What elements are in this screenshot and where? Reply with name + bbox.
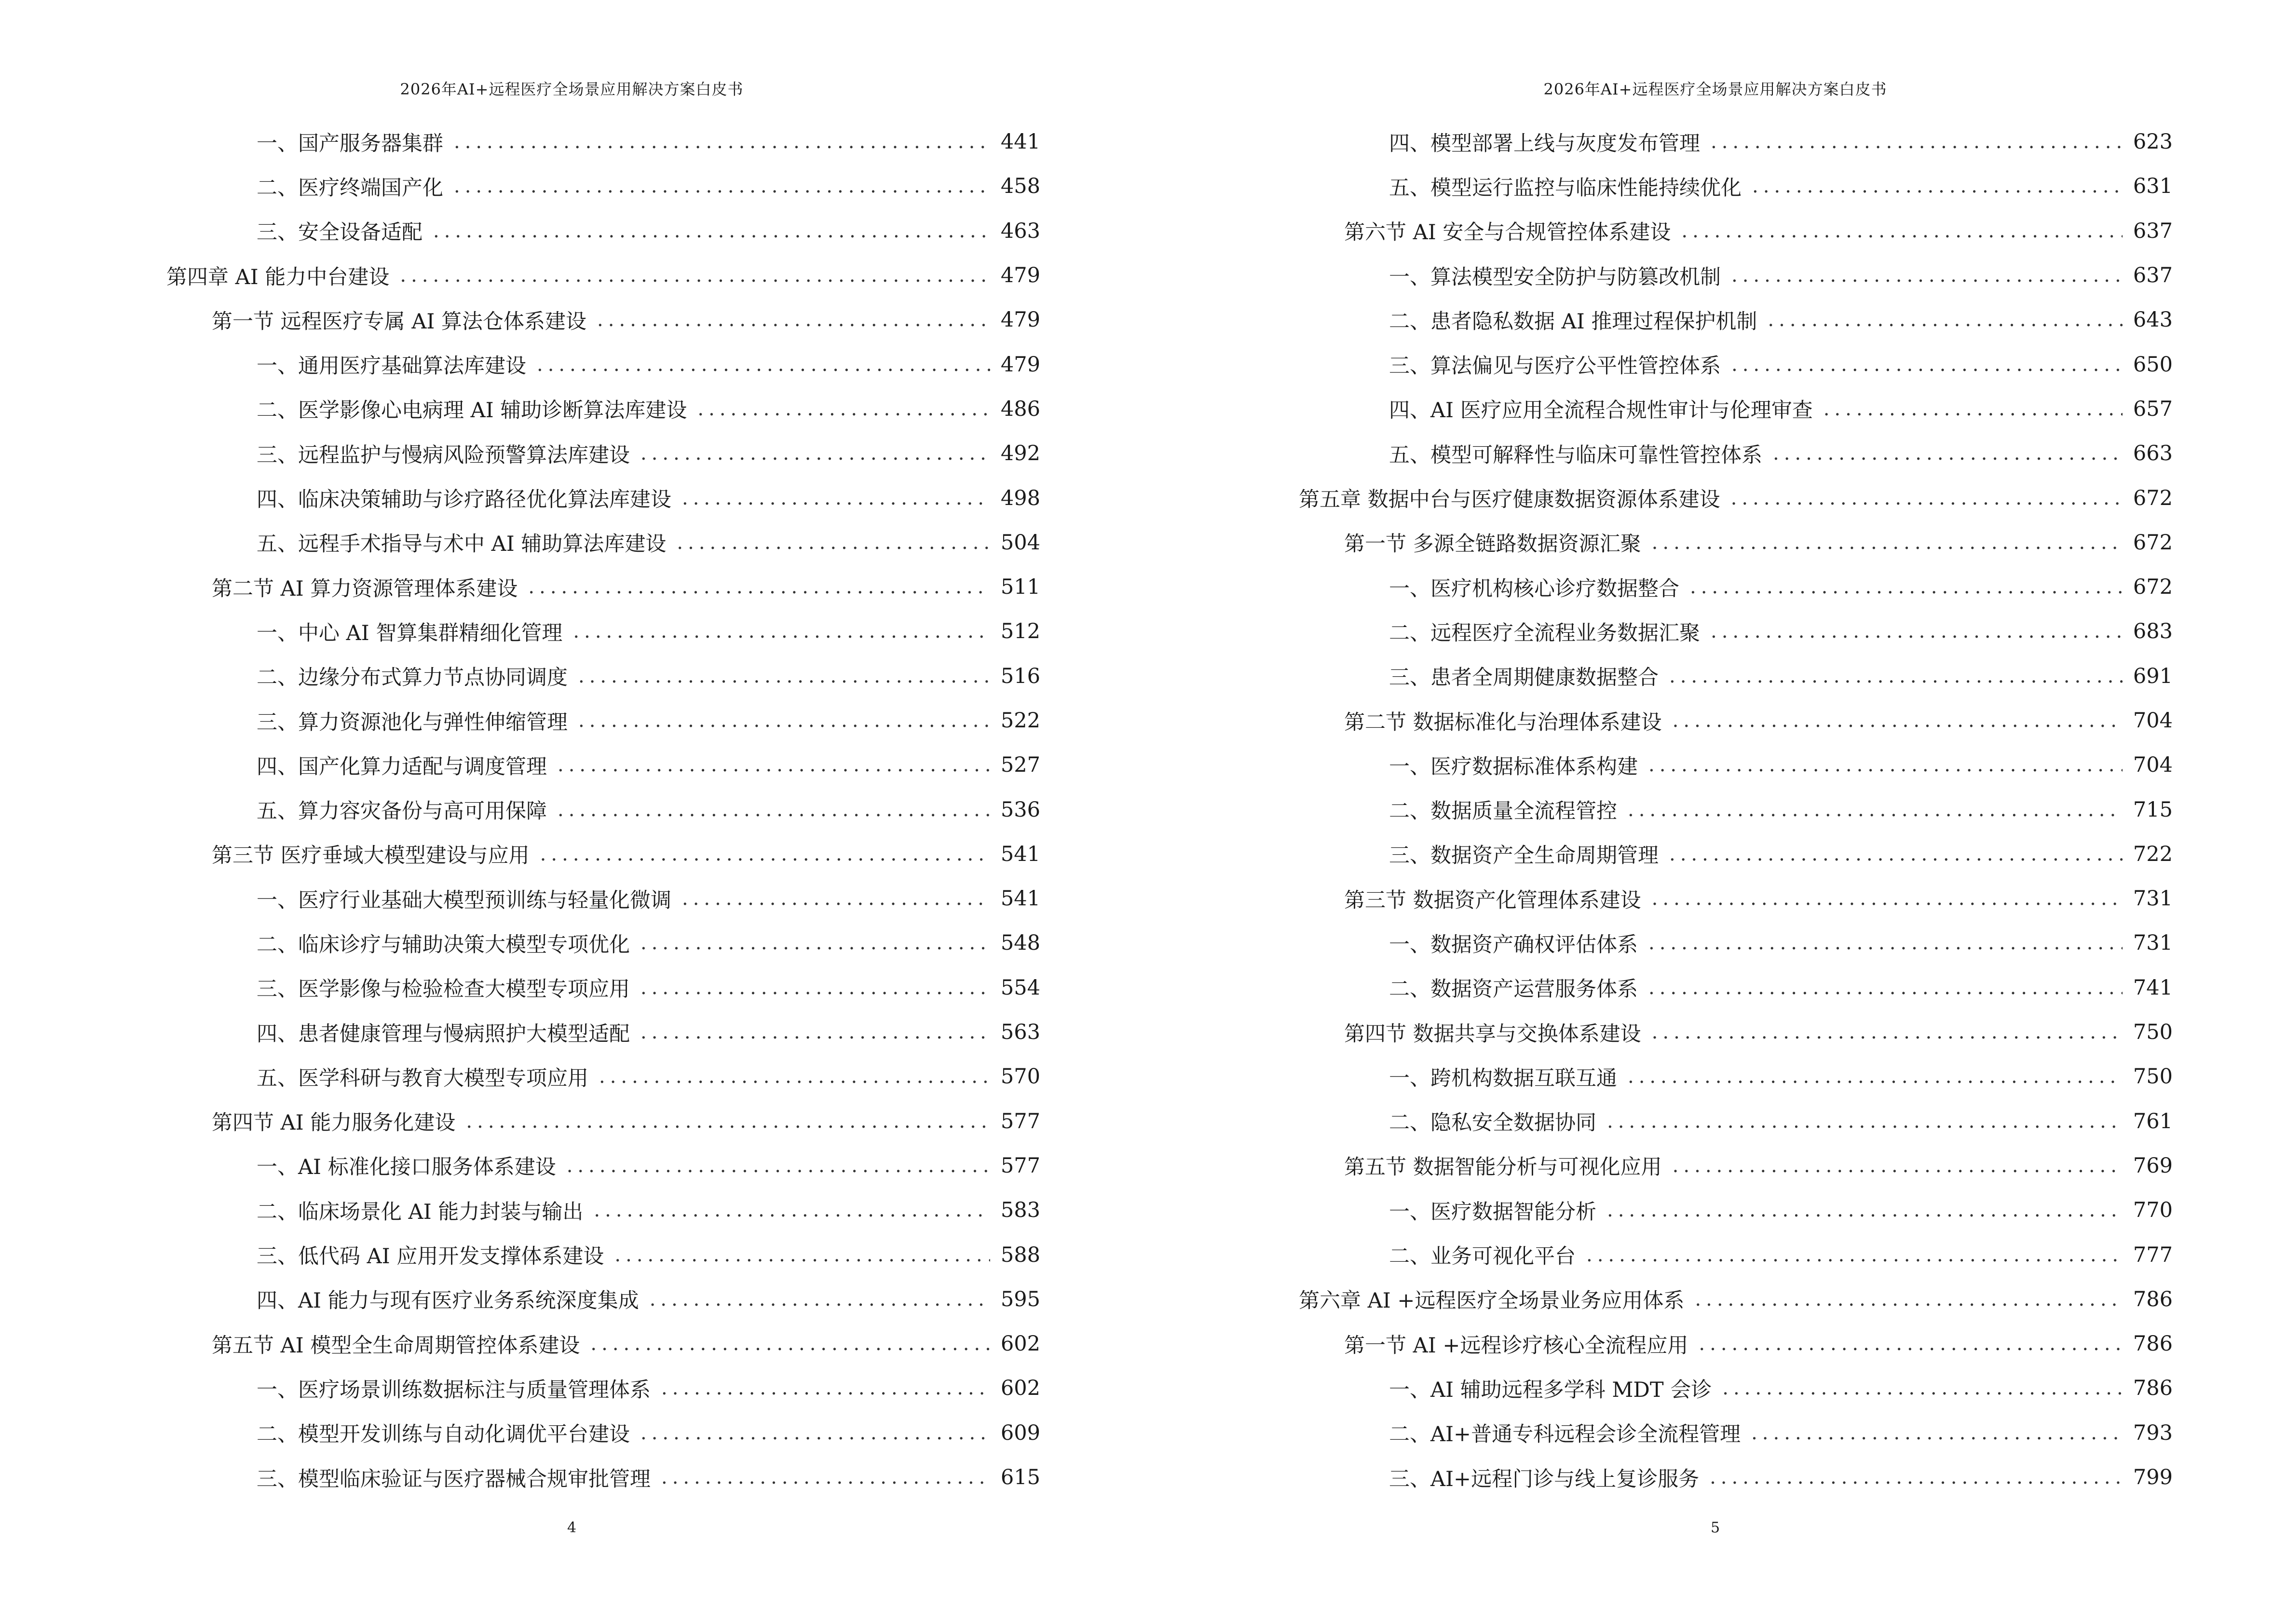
toc-entry-item[interactable] <box>1299 387 2173 431</box>
toc-leader-dots <box>614 1244 990 1266</box>
toc-leader-dots <box>400 264 990 287</box>
toc-list <box>166 120 1040 1500</box>
toc-leader-dots <box>558 754 990 776</box>
toc-entry-item[interactable] <box>166 1010 1040 1054</box>
toc-entry-item[interactable] <box>1299 1099 2173 1144</box>
toc-entry-item[interactable] <box>166 1455 1040 1500</box>
toc-entry-page: 577 <box>1000 1153 1040 1178</box>
toc-entry-page: 704 <box>2133 753 2173 778</box>
toc-entry-page: 799 <box>2133 1465 2173 1490</box>
page-right <box>1144 0 2287 1624</box>
toc-entry-title: 第四节 AI 能力服务化建设 <box>212 1111 456 1135</box>
toc-entry-title: 一、数据资产确权评估体系 <box>1389 932 1638 957</box>
toc-entry-title: 二、数据质量全流程管控 <box>1389 799 1617 824</box>
toc-entry-item[interactable] <box>1299 609 2173 654</box>
toc-leader-dots <box>590 1333 990 1355</box>
toc-entry-page: 672 <box>2133 486 2173 510</box>
toc-leader-dots <box>1711 620 2123 642</box>
toc-entry-title: 二、临床诊疗与辅助决策大模型专项优化 <box>257 932 630 957</box>
toc-entry-item[interactable] <box>166 387 1040 431</box>
toc-leader-dots <box>1652 887 2123 910</box>
toc-leader-dots <box>1710 1466 2123 1488</box>
toc-entry-title: 五、远程手术指导与术中 AI 辅助算法库建设 <box>257 532 667 557</box>
toc-entry-title: 二、数据资产运营服务体系 <box>1389 977 1638 1002</box>
toc-leader-dots <box>661 1466 990 1488</box>
toc-leader-dots <box>1652 1021 2123 1043</box>
toc-entry-page: 479 <box>1000 352 1040 377</box>
toc-leader-dots <box>433 220 990 242</box>
toc-entry-page: 548 <box>1000 931 1040 955</box>
toc-leader-dots <box>578 710 990 732</box>
toc-entry-title: 三、医学影像与检验检查大模型专项应用 <box>257 977 630 1002</box>
toc-leader-dots <box>640 932 990 954</box>
toc-leader-dots <box>454 175 990 197</box>
toc-entry-page: 637 <box>2133 218 2173 243</box>
toc-entry-page: 609 <box>1000 1420 1040 1445</box>
toc-leader-dots <box>537 354 990 376</box>
toc-entry-page: 770 <box>2133 1198 2173 1223</box>
toc-leader-dots <box>640 1422 990 1444</box>
toc-leader-dots <box>1607 1110 2123 1133</box>
toc-leader-dots <box>677 532 990 554</box>
toc-entry-title: 三、AI+远程门诊与线上复诊服务 <box>1389 1467 1700 1491</box>
toc-entry-item[interactable] <box>1299 921 2173 965</box>
toc-leader-dots <box>1648 977 2123 999</box>
toc-entry-page: 615 <box>1000 1465 1040 1490</box>
toc-entry-title: 四、患者健康管理与慢病照护大模型适配 <box>257 1022 630 1046</box>
toc-entry-page: 637 <box>2133 263 2173 288</box>
toc-entry-title: 二、患者隐私数据 AI 推理过程保护机制 <box>1389 309 1757 334</box>
toc-entry-page: 492 <box>1000 441 1040 466</box>
toc-entry-page: 511 <box>1000 575 1040 600</box>
toc-entry-item[interactable] <box>166 1277 1040 1322</box>
toc-entry-section[interactable] <box>166 1322 1040 1366</box>
toc-entry-item[interactable] <box>166 921 1040 965</box>
toc-entry-item[interactable] <box>1299 787 2173 832</box>
toc-leader-dots <box>1722 1377 2123 1399</box>
toc-entry-title: 一、医疗数据标准体系构建 <box>1389 754 1638 779</box>
toc-entry-title: 二、隐私安全数据协同 <box>1389 1111 1596 1135</box>
toc-entry-section[interactable] <box>1299 698 2173 743</box>
toc-entry-item[interactable] <box>166 1054 1040 1099</box>
toc-leader-dots <box>1673 1155 2123 1177</box>
toc-entry-page: 486 <box>1000 396 1040 421</box>
toc-entry-title: 二、医疗终端国产化 <box>257 176 443 200</box>
toc-entry-title: 第四节 数据共享与交换体系建设 <box>1344 1022 1641 1046</box>
toc-entry-title: 第一节 多源全链路数据资源汇聚 <box>1344 532 1641 557</box>
toc-entry-title: 一、医疗数据智能分析 <box>1389 1200 1596 1224</box>
toc-entry-title: 三、数据资产全生命周期管理 <box>1389 844 1659 868</box>
toc-entry-page: 691 <box>2133 664 2173 688</box>
toc-leader-dots <box>1731 354 2123 376</box>
toc-leader-dots <box>640 442 990 464</box>
toc-entry-item[interactable] <box>1299 1232 2173 1277</box>
toc-entry-chapter[interactable] <box>1299 1277 2173 1322</box>
toc-entry-page: 512 <box>1000 619 1040 644</box>
toc-entry-item[interactable] <box>1299 966 2173 1010</box>
toc-entry-title: 五、医学科研与教育大模型专项应用 <box>257 1066 588 1091</box>
toc-entry-section[interactable] <box>1299 1010 2173 1054</box>
toc-entry-page: 731 <box>2133 887 2173 911</box>
toc-leader-dots <box>599 1065 990 1088</box>
toc-entry-title: 第六章 AI +远程医疗全场景业务应用体系 <box>1299 1289 1685 1313</box>
toc-entry-section[interactable] <box>166 565 1040 609</box>
toc-leader-dots <box>1628 799 2123 821</box>
toc-leader-dots <box>1773 442 2123 464</box>
toc-leader-dots <box>1607 1199 2123 1221</box>
toc-entry-item[interactable] <box>1299 298 2173 342</box>
toc-entry-page: 750 <box>2133 1064 2173 1089</box>
toc-leader-dots <box>650 1288 990 1310</box>
toc-entry-item[interactable] <box>1299 1054 2173 1099</box>
toc-entry-item[interactable] <box>166 698 1040 743</box>
toc-entry-item[interactable] <box>166 1188 1040 1232</box>
toc-entry-title: 四、AI 能力与现有医疗业务系统深度集成 <box>257 1289 639 1313</box>
toc-entry-title: 一、AI 辅助远程多学科 MDT 会诊 <box>1389 1378 1712 1402</box>
toc-entry-title: 五、模型运行监控与临床性能持续优化 <box>1389 176 1742 200</box>
toc-entry-item[interactable] <box>166 1411 1040 1455</box>
toc-entry-page: 563 <box>1000 1020 1040 1045</box>
toc-entry-item[interactable] <box>166 966 1040 1010</box>
toc-entry-title: 一、中心 AI 智算集群精细化管理 <box>257 621 563 645</box>
toc-entry-page: 731 <box>2133 931 2173 955</box>
toc-entry-title: 第一节 AI +远程诊疗核心全流程应用 <box>1344 1333 1688 1358</box>
toc-entry-item[interactable] <box>166 120 1040 164</box>
toc-entry-item[interactable] <box>166 209 1040 253</box>
toc-entry-title: 三、远程监护与慢病风险预警算法库建设 <box>257 443 630 467</box>
toc-entry-title: 第三节 医疗垂域大模型建设与应用 <box>212 844 530 868</box>
toc-entry-page: 498 <box>1000 486 1040 510</box>
toc-entry-item[interactable] <box>166 743 1040 787</box>
page-header: 2026年AI+远程医疗全场景应用解决方案白皮书 <box>400 80 744 98</box>
toc-entry-title: 第三节 数据资产化管理体系建设 <box>1344 888 1641 913</box>
toc-entry-page: 536 <box>1000 797 1040 822</box>
toc-entry-section[interactable] <box>166 1099 1040 1144</box>
toc-leader-dots <box>1586 1244 2123 1266</box>
toc-entry-page: 554 <box>1000 975 1040 1000</box>
toc-entry-title: 第二节 AI 算力资源管理体系建设 <box>212 576 518 601</box>
toc-entry-page: 602 <box>1000 1332 1040 1356</box>
toc-entry-page: 522 <box>1000 709 1040 733</box>
toc-entry-page: 657 <box>2133 396 2173 421</box>
toc-entry-page: 479 <box>1000 308 1040 332</box>
toc-entry-page: 722 <box>2133 842 2173 866</box>
page-header: 2026年AI+远程医疗全场景应用解决方案白皮书 <box>1543 80 1887 98</box>
toc-entry-section[interactable] <box>166 298 1040 342</box>
toc-leader-dots <box>528 576 990 598</box>
toc-leader-dots <box>454 131 990 153</box>
toc-entry-title: 二、业务可视化平台 <box>1389 1244 1576 1269</box>
toc-entry-title: 三、算力资源池化与弹性伸缩管理 <box>257 710 568 735</box>
toc-entry-page: 479 <box>1000 263 1040 288</box>
toc-leader-dots <box>1681 220 2123 242</box>
toc-leader-dots <box>1699 1333 2123 1355</box>
toc-entry-page: 761 <box>2133 1109 2173 1133</box>
toc-entry-title: 二、边缘分布式算力节点协同调度 <box>257 666 568 690</box>
toc-entry-title: 第二节 数据标准化与治理体系建设 <box>1344 710 1662 735</box>
toc-leader-dots <box>567 1155 990 1177</box>
toc-entry-item[interactable] <box>1299 164 2173 208</box>
toc-leader-dots <box>1824 398 2123 420</box>
toc-entry-page: 650 <box>2133 352 2173 377</box>
toc-entry-item[interactable] <box>166 876 1040 921</box>
toc-entry-page: 741 <box>2133 975 2173 1000</box>
toc-entry-item[interactable] <box>1299 1366 2173 1410</box>
toc-entry-title: 二、AI+普通专科远程会诊全流程管理 <box>1389 1422 1741 1447</box>
toc-entry-title: 第五章 数据中台与医疗健康数据资源体系建设 <box>1299 488 1720 512</box>
toc-entry-page: 672 <box>2133 575 2173 600</box>
toc-entry-chapter[interactable] <box>166 253 1040 298</box>
toc-entry-title: 四、AI 医疗应用全流程合规性审计与伦理审查 <box>1389 398 1813 423</box>
toc-entry-page: 570 <box>1000 1064 1040 1089</box>
toc-entry-item[interactable] <box>1299 654 2173 698</box>
toc-leader-dots <box>682 887 990 910</box>
toc-entry-page: 672 <box>2133 530 2173 555</box>
toc-entry-section[interactable] <box>1299 1322 2173 1366</box>
toc-entry-title: 第一节 远程医疗专属 AI 算法仓体系建设 <box>212 309 587 334</box>
toc-leader-dots <box>1731 264 2123 287</box>
toc-entry-item[interactable] <box>166 164 1040 208</box>
toc-entry-item[interactable] <box>1299 431 2173 476</box>
toc-entry-title: 一、国产服务器集群 <box>257 131 443 156</box>
toc-entry-item[interactable] <box>166 1366 1040 1410</box>
toc-entry-page: 643 <box>2133 308 2173 332</box>
toc-leader-dots <box>573 620 990 642</box>
toc-entry-item[interactable] <box>166 1232 1040 1277</box>
toc-entry-item[interactable] <box>1299 342 2173 386</box>
toc-leader-dots <box>558 799 990 821</box>
toc-entry-item[interactable] <box>166 431 1040 476</box>
toc-entry-page: 463 <box>1000 218 1040 243</box>
toc-leader-dots <box>1768 309 2123 331</box>
toc-entry-page: 704 <box>2133 709 2173 733</box>
toc-entry-title: 四、模型部署上线与灰度发布管理 <box>1389 131 1700 156</box>
toc-entry-item[interactable] <box>1299 1188 2173 1232</box>
toc-entry-item[interactable] <box>1299 1411 2173 1455</box>
toc-entry-page: 458 <box>1000 174 1040 199</box>
toc-entry-page: 602 <box>1000 1376 1040 1401</box>
toc-entry-item[interactable] <box>166 342 1040 386</box>
toc-entry-item[interactable] <box>1299 120 2173 164</box>
toc-entry-item[interactable] <box>166 609 1040 654</box>
toc-entry-title: 五、算力容灾备份与高可用保障 <box>257 799 547 824</box>
toc-entry-title: 一、医疗场景训练数据标注与质量管理体系 <box>257 1378 651 1402</box>
toc-entry-item[interactable] <box>1299 832 2173 876</box>
toc-entry-page: 786 <box>2133 1332 2173 1356</box>
toc-entry-page: 786 <box>2133 1287 2173 1311</box>
toc-entry-page: 715 <box>2133 797 2173 822</box>
toc-entry-item[interactable] <box>166 476 1040 520</box>
toc-entry-page: 583 <box>1000 1198 1040 1223</box>
toc-entry-page: 683 <box>2133 619 2173 644</box>
toc-entry-title: 一、跨机构数据互联互通 <box>1389 1066 1617 1091</box>
toc-entry-item[interactable] <box>166 654 1040 698</box>
toc-leader-dots <box>1669 843 2123 865</box>
toc-entry-title: 一、通用医疗基础算法库建设 <box>257 354 526 379</box>
toc-entry-chapter[interactable] <box>1299 476 2173 520</box>
toc-entry-item[interactable] <box>1299 253 2173 298</box>
toc-entry-item[interactable] <box>1299 743 2173 787</box>
toc-entry-title: 二、医学影像心电病理 AI 辅助诊断算法库建设 <box>257 398 687 423</box>
toc-leader-dots <box>697 398 990 420</box>
toc-leader-dots <box>1628 1065 2123 1088</box>
toc-entry-page: 541 <box>1000 887 1040 911</box>
toc-leader-dots <box>640 977 990 999</box>
toc-entry-item[interactable] <box>166 1144 1040 1188</box>
toc-leader-dots <box>1669 665 2123 687</box>
toc-entry-title: 二、临床场景化 AI 能力封装与输出 <box>257 1200 584 1224</box>
toc-leader-dots <box>1648 932 2123 954</box>
toc-entry-title: 三、算法偏见与医疗公平性管控体系 <box>1389 354 1721 379</box>
toc-entry-title: 三、低代码 AI 应用开发支撑体系建设 <box>257 1244 604 1269</box>
toc-leader-dots <box>640 1021 990 1043</box>
toc-entry-section[interactable] <box>1299 209 2173 253</box>
toc-leader-dots <box>661 1377 990 1399</box>
toc-entry-page: 793 <box>2133 1420 2173 1445</box>
toc-entry-title: 第六节 AI 安全与合规管控体系建设 <box>1344 220 1671 245</box>
toc-leader-dots <box>1731 487 2123 509</box>
toc-entry-title: 第五节 AI 模型全生命周期管控体系建设 <box>212 1333 580 1358</box>
toc-entry-item[interactable] <box>166 787 1040 832</box>
toc-entry-page: 541 <box>1000 842 1040 866</box>
toc-entry-page: 786 <box>2133 1376 2173 1401</box>
toc-leader-dots <box>466 1110 990 1133</box>
toc-entry-title: 第五节 数据智能分析与可视化应用 <box>1344 1155 1662 1180</box>
toc-leader-dots <box>1695 1288 2123 1310</box>
toc-entry-page: 527 <box>1000 753 1040 778</box>
toc-leader-dots <box>594 1199 990 1221</box>
toc-entry-page: 623 <box>2133 130 2173 154</box>
toc-entry-item[interactable] <box>166 520 1040 565</box>
toc-leader-dots <box>682 487 990 509</box>
toc-leader-dots <box>1648 754 2123 776</box>
toc-leader-dots <box>540 843 990 865</box>
toc-leader-dots <box>597 309 990 331</box>
toc-entry-section[interactable] <box>1299 876 2173 921</box>
toc-entry-title: 三、患者全周期健康数据整合 <box>1389 666 1659 690</box>
toc-leader-dots <box>1652 532 2123 554</box>
toc-entry-section[interactable] <box>1299 1144 2173 1188</box>
toc-leader-dots <box>1711 131 2123 153</box>
toc-entry-page: 750 <box>2133 1020 2173 1045</box>
toc-entry-title: 一、医疗机构核心诊疗数据整合 <box>1389 576 1679 601</box>
toc-entry-page: 588 <box>1000 1242 1040 1267</box>
toc-entry-title: 一、算法模型安全防护与防篡改机制 <box>1389 265 1721 289</box>
toc-entry-title: 一、医疗行业基础大模型预训练与轻量化微调 <box>257 888 671 913</box>
toc-leader-dots <box>1690 576 2123 598</box>
toc-entry-title: 二、模型开发训练与自动化调优平台建设 <box>257 1422 630 1447</box>
toc-leader-dots <box>578 665 990 687</box>
toc-entry-page: 516 <box>1000 664 1040 688</box>
toc-entry-page: 441 <box>1000 130 1040 154</box>
toc-leader-dots <box>1751 1422 2123 1444</box>
toc-entry-item[interactable] <box>1299 1455 2173 1500</box>
toc-entry-title: 五、模型可解释性与临床可靠性管控体系 <box>1389 443 1762 467</box>
toc-entry-page: 663 <box>2133 441 2173 466</box>
toc-entry-title: 四、国产化算力适配与调度管理 <box>257 754 547 779</box>
toc-entry-page: 504 <box>1000 530 1040 555</box>
toc-entry-page: 631 <box>2133 174 2173 199</box>
toc-entry-item[interactable] <box>1299 565 2173 609</box>
toc-leader-dots <box>1752 175 2123 197</box>
page-number: 4 <box>567 1519 577 1536</box>
toc-leader-dots <box>1673 710 2123 732</box>
toc-entry-title: 一、AI 标准化接口服务体系建设 <box>257 1155 556 1180</box>
toc-entry-page: 769 <box>2133 1153 2173 1178</box>
toc-entry-section[interactable] <box>166 832 1040 876</box>
toc-entry-page: 595 <box>1000 1287 1040 1311</box>
toc-entry-page: 577 <box>1000 1109 1040 1133</box>
page-number: 5 <box>1710 1519 1720 1536</box>
toc-entry-title: 第四章 AI 能力中台建设 <box>166 265 390 289</box>
toc-entry-title: 三、安全设备适配 <box>257 220 422 245</box>
toc-entry-title: 二、远程医疗全流程业务数据汇聚 <box>1389 621 1700 645</box>
toc-entry-title: 四、临床决策辅助与诊疗路径优化算法库建设 <box>257 488 671 512</box>
toc-entry-page: 777 <box>2133 1242 2173 1267</box>
toc-entry-title: 三、模型临床验证与医疗器械合规审批管理 <box>257 1467 651 1491</box>
toc-entry-section[interactable] <box>1299 520 2173 565</box>
toc-list <box>1299 120 2173 1500</box>
